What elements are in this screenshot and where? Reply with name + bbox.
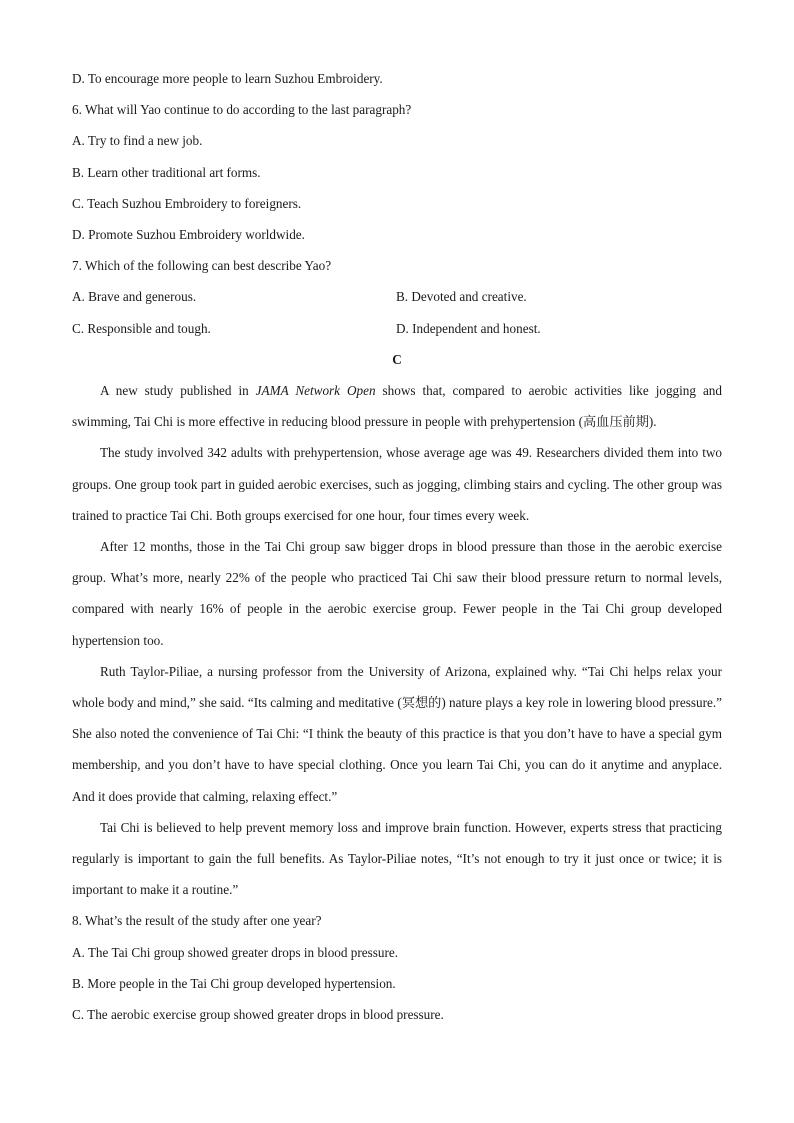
q7-options-row-1 xyxy=(72,281,722,312)
q7-option-b: B. Devoted and creative. xyxy=(396,289,527,305)
p1-text-after: shows that, compared to aerobic activities like jogging and swimming, Tai Chi is more effective in reducing blood pressure in people with prehypertension (高血压前期). xyxy=(72,383,722,430)
q7-question: 7. Which of the following can best describe Yao? xyxy=(72,258,332,274)
q7-option-c: C. Responsible and tough. xyxy=(72,320,211,336)
q5-option-d: D. To encourage more people to learn Suzhou Embroidery. xyxy=(72,71,383,86)
q8-option-a: A. The Tai Chi group showed greater drops in blood pressure. xyxy=(72,944,399,960)
q8-question: 8. What’s the result of the study after one year? xyxy=(72,913,322,929)
q8-option-b: B. More people in the Tai Chi group developed hypertension. xyxy=(72,975,396,991)
journal-name: JAMA Network Open xyxy=(255,383,376,398)
passage-paragraph-5: Tai Chi is believed to help prevent memory loss and improve brain function. However, experts stress that practicing regularly is important to gain the full benefits. As Taylor-Piliae notes, “It’s not enough to try it just once or twice; it is important to make it a routine.” xyxy=(72,819,722,898)
q6-option-b: B. Learn other traditional art forms. xyxy=(72,164,261,180)
q7-options-row-2 xyxy=(72,313,722,344)
q6-option-a: A. Try to find a new job. xyxy=(72,133,203,149)
passage-paragraph-1 xyxy=(72,375,722,437)
exam-page xyxy=(72,63,722,1030)
p1-text-before: A new study published in xyxy=(100,383,256,398)
q7-option-d: D. Independent and honest. xyxy=(396,320,541,336)
q7-option-a: A. Brave and generous. xyxy=(72,289,197,305)
q6-option-c: C. Teach Suzhou Embroidery to foreigners. xyxy=(72,195,302,211)
section-heading: C xyxy=(392,351,402,367)
q6-question: 6. What will Yao continue to do according to the last paragraph? xyxy=(72,102,412,118)
passage-paragraph-2: The study involved 342 adults with prehypertension, whose average age was 49. Researchers divided them into two groups. One group took part in guided aerobic exercises, such as jogging, climbing stairs and cycling. The other group was trained to practice Tai Chi. Both groups exercised for one hour, four times every week. xyxy=(72,445,722,523)
passage-paragraph-3: After 12 months, those in the Tai Chi group saw bigger drops in blood pressure than those in the aerobic exercise group. What’s more, nearly 22% of the people who practiced Tai Chi saw their blood pressure return to normal levels, compared with nearly 16% of people in the aerobic exercise group. Fewer people in the Tai Chi group developed hypertension too. xyxy=(72,539,722,648)
q6-option-d: D. Promote Suzhou Embroidery worldwide. xyxy=(72,227,305,243)
q8-option-c: C. The aerobic exercise group showed greater drops in blood pressure. xyxy=(72,1007,444,1023)
passage-paragraph-4: Ruth Taylor-Piliae, a nursing professor from the University of Arizona, explained why. “Tai Chi helps relax your whole body and mind,” she said. “Its calming and meditative (冥想的) nature plays a key role in lowering blood pressure.” She also noted the convenience of Tai Chi: “I think the beauty of this practice is that you don’t have to have a special gym membership, and you don’t have to have special clothing. Once you learn Tai Chi, you can do it anytime and anyplace. And it does provide that calming, relaxing effect.” xyxy=(72,663,722,804)
